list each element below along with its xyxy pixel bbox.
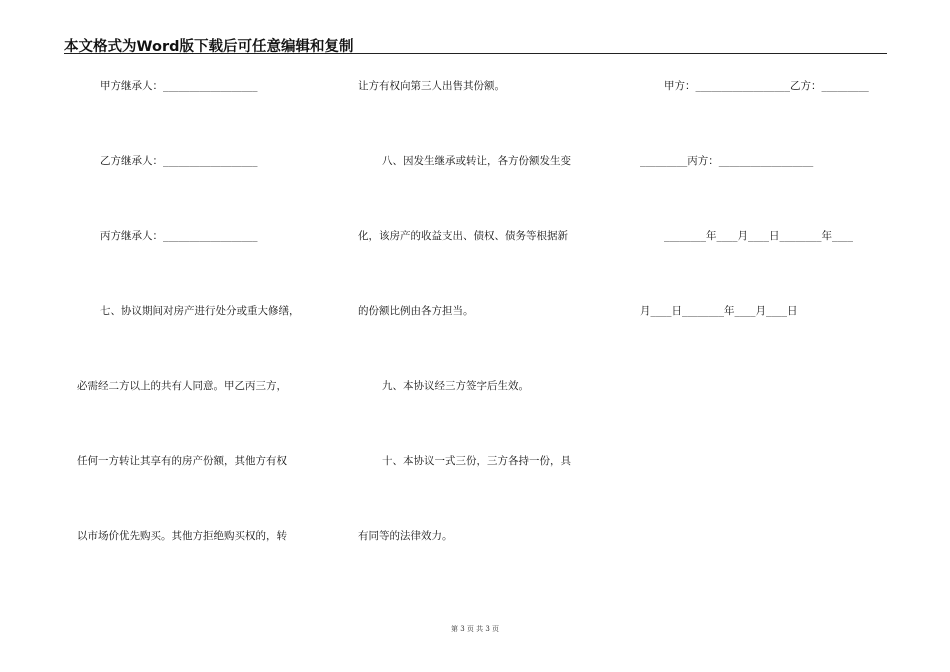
middle-line-6: 十、本协议一式三份，三方各持一份，具 — [382, 455, 571, 467]
page-number: 第 3 页 共 3 页 — [450, 625, 500, 633]
left-line-1: 甲方继承人：__________________ — [100, 80, 258, 92]
left-line-6: 任何一方转让其享有的房产份额，其他方有权 — [77, 455, 287, 467]
right-line-3: ________年____月____日________年____ — [664, 230, 853, 242]
middle-line-4: 的份额比例由各方担当。 — [358, 305, 474, 317]
middle-line-7: 有同等的法律效力。 — [358, 530, 453, 542]
left-line-2: 乙方继承人：__________________ — [100, 155, 258, 167]
middle-line-5: 九、本协议经三方签字后生效。 — [382, 380, 529, 392]
left-line-5: 必需经二方以上的共有人同意。甲乙丙三方， — [77, 380, 287, 392]
middle-line-3: 化，该房产的收益支出、债权、债务等根据新 — [358, 230, 568, 242]
header-title: 本文格式为Word版下载后可任意编辑和复制 — [64, 39, 354, 55]
middle-line-2: 八、因发生继承或转让，各方份额发生变 — [382, 155, 571, 167]
left-line-7: 以市场价优先购买。其他方拒绝购买权的，转 — [77, 530, 287, 542]
left-line-4: 七、协议期间对房产进行处分或重大修缮， — [100, 305, 300, 317]
middle-line-1: 让方有权向第三人出售其份额。 — [358, 80, 505, 92]
header-divider — [64, 53, 887, 54]
left-line-3: 丙方继承人：__________________ — [100, 230, 258, 242]
right-line-4: 月____日________年____月____日 — [640, 305, 798, 317]
right-line-2: _________丙方：__________________ — [640, 155, 814, 167]
right-line-1: 甲方：__________________乙方：_________ — [664, 80, 869, 92]
